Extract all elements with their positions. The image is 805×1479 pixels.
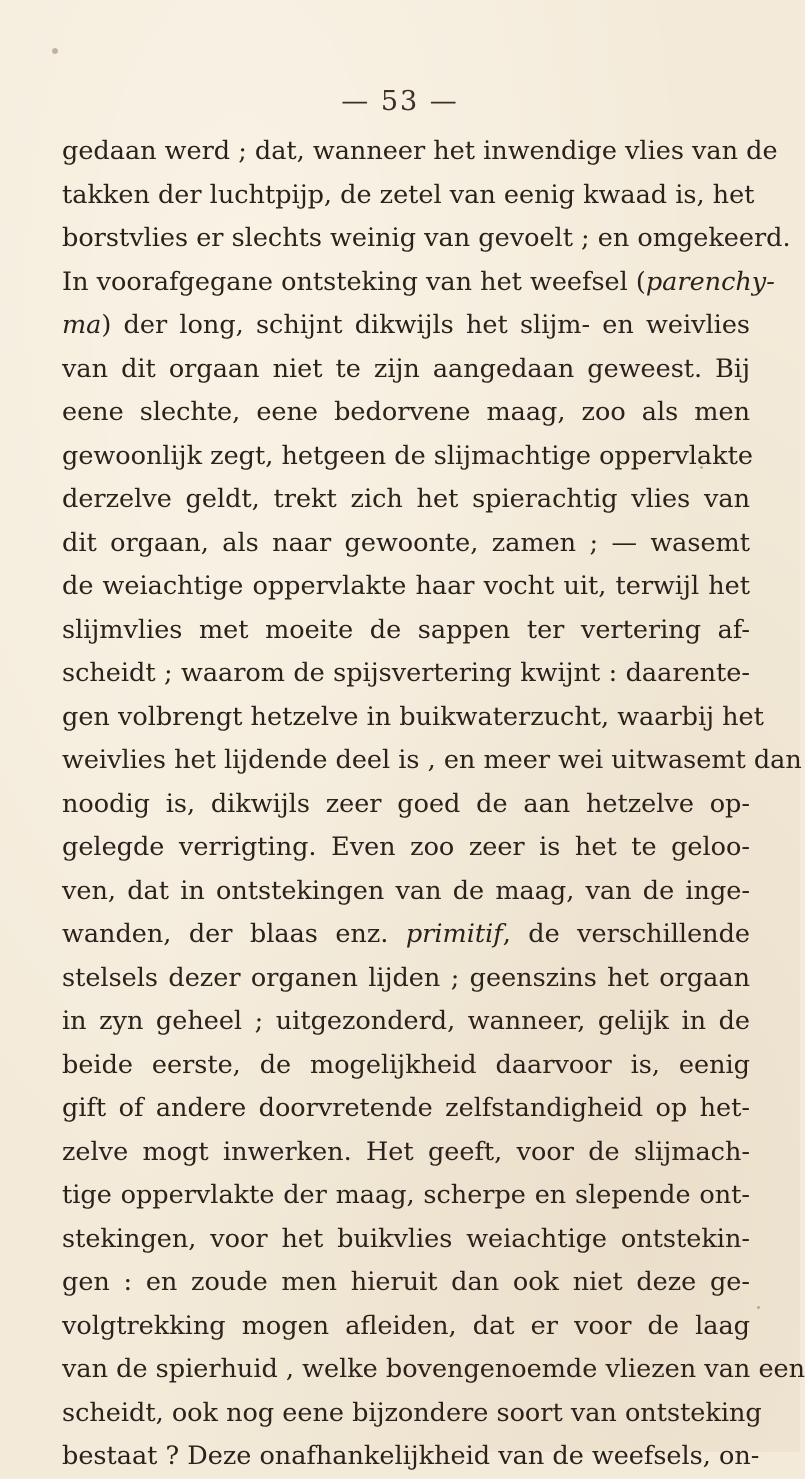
text-line: weivlies het lijdende deel is , en meer wei uitwasemt dan	[62, 745, 802, 775]
text-line: eene slechte, eene bedorvene maag, zoo als men	[62, 397, 750, 427]
text-line: dit orgaan, als naar gewoonte, zamen ; — wasemt	[62, 527, 750, 558]
text-line: volgtrekking mogen afleiden, dat er voor de laag	[62, 1310, 750, 1341]
text-line: stekingen, voor het buikvlies weiachtige ontstekin-	[62, 1223, 750, 1254]
italic-term: ma	[62, 310, 102, 340]
text-segment: wanden, der blaas enz.	[62, 919, 406, 949]
text-line: derzelve geldt, trekt zich het spierachtig vlies van	[62, 484, 750, 514]
italic-term: primitif	[405, 919, 503, 949]
text-segment: ) der long, schijnt dikwijls het slijm- en weivlies	[101, 310, 750, 340]
text-segment: In voorafgegane ontsteking van het weefsel (	[62, 266, 646, 297]
text-line: gelegde verrigting. Even zoo zeer is het te geloo-	[62, 832, 750, 862]
text-line: beide eerste, de mogelijkheid daarvoor is, eenig	[62, 1049, 750, 1080]
text-line: borstvlies er slechts weinig van gevoelt ; en omgekeerd.	[62, 223, 791, 253]
text-line: de weiachtige oppervlakte haar vocht uit, terwijl het	[62, 571, 750, 601]
text-segment: , de verschillende	[502, 919, 750, 949]
text-line	[62, 913, 750, 957]
text-line: gift of andere doorvretende zelfstandigheid op het-	[62, 1093, 750, 1123]
text-line: ven, dat in ontstekingen van de maag, van de inge-	[62, 875, 750, 906]
italic-term: parenchy-	[645, 266, 775, 297]
text-line: tige oppervlakte der maag, scherpe en slepende ont-	[62, 1180, 750, 1210]
text-line: bestaat ? Deze onafhankelijkheid van de weefsels, on-	[62, 1441, 760, 1471]
text-line: scheidt ; waarom de spijsvertering kwijnt : daarente-	[62, 658, 750, 688]
text-line: gen : en zoude men hieruit dan ook niet deze ge-	[62, 1267, 750, 1297]
text-line: scheidt, ook nog eene bijzondere soort van ontsteking	[62, 1397, 762, 1428]
text-line	[62, 304, 750, 348]
text-line: gewoonlijk zegt, hetgeen de slijmachtige oppervlakte	[62, 440, 753, 471]
text-line: van dit orgaan niet te zijn aangedaan geweest. Bij	[62, 353, 750, 384]
text-line: in zyn geheel ; uitgezonderd, wanneer, gelijk in de	[62, 1006, 750, 1036]
paper-speck	[300, 283, 304, 287]
text-line: gen volbrengt hetzelve in buikwaterzucht, waarbij het	[62, 701, 764, 732]
text-line: slijmvlies met moeite de sappen ter vertering af-	[62, 614, 750, 645]
text-line: takken der luchtpijp, de zetel van eenig kwaad is, het	[62, 179, 755, 210]
paper-speck	[700, 466, 703, 469]
text-line	[62, 261, 775, 305]
page-number: — 53 —	[341, 86, 459, 117]
text-line: noodig is, dikwijls zeer goed de aan hetzelve op-	[62, 788, 750, 819]
text-line: zelve mogt inwerken. Het geeft, voor de slijmach-	[62, 1136, 750, 1167]
paper-speck	[52, 48, 58, 54]
body-text	[62, 130, 805, 1479]
paper-speck	[757, 1306, 760, 1309]
text-line: stelsels dezer organen lijden ; geenszins het orgaan	[62, 962, 750, 993]
text-line: van de spierhuid , welke bovengenoemde vliezen van een	[62, 1354, 805, 1384]
text-line: gedaan werd ; dat, wanneer het inwendige vlies van de	[62, 136, 778, 166]
